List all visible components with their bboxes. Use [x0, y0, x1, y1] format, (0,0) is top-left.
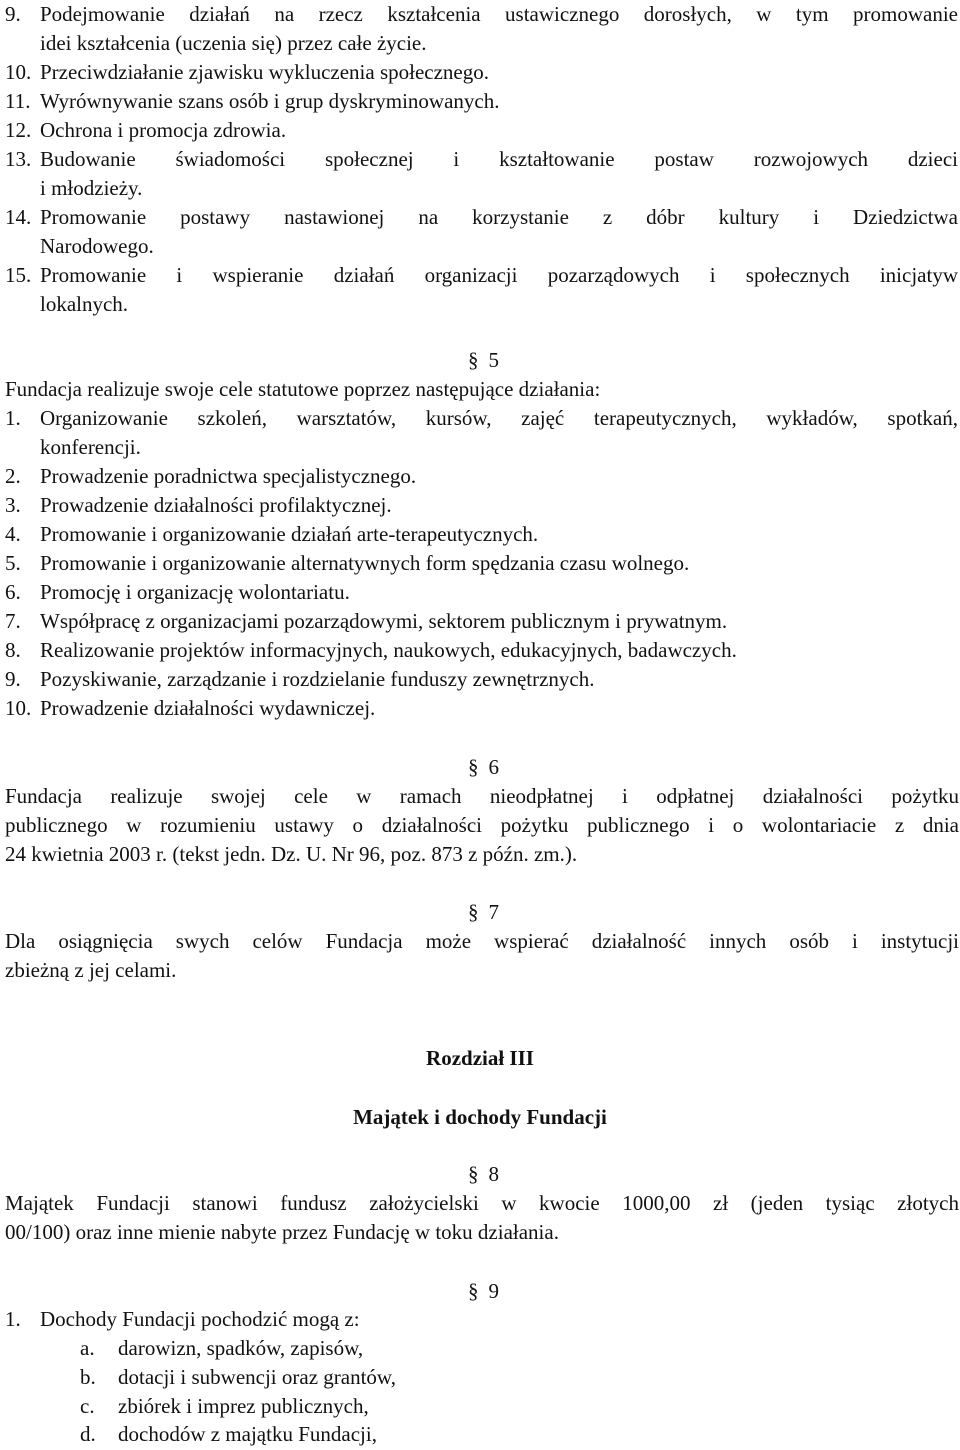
list-item-number: 9. [5, 2, 21, 26]
list-item-text: Promowanie i organizowanie alternatywnych form spędzania czasu wolnego. [40, 551, 690, 575]
section-heading-8 [468, 1160, 499, 1189]
list-item-text: konferencji. [40, 435, 141, 459]
list-item-text: Narodowego. [40, 234, 154, 258]
list-item-text: Budowanie świadomości społecznej i kształtowanie postaw rozwojowych dzieci [40, 147, 958, 171]
list-item-number: 10. [5, 60, 32, 84]
section-symbol: § [468, 348, 479, 372]
list-item-number: 13. [5, 147, 32, 171]
list-item-number: 14. [5, 205, 32, 229]
list-item-text: Współpracę z organizacjami pozarządowymi, sektorem publicznym i prywatnym. [40, 609, 728, 633]
list-item-text: Realizowanie projektów informacyjnych, naukowych, edukacyjnych, badawczych. [40, 638, 737, 662]
section-symbol: § [468, 900, 479, 924]
list-item-text: Ochrona i promocja zdrowia. [40, 118, 287, 142]
section-number: 6 [488, 755, 499, 779]
section-heading-9 [468, 1277, 499, 1306]
paragraph-line: Majątek Fundacji stanowi fundusz założycielski w kwocie 1000,00 zł (jeden tysiąc złotych [5, 1191, 959, 1215]
list-item-number: 5. [5, 551, 21, 575]
sublist-letter: d. [80, 1422, 96, 1446]
list-item-text: Promowanie postawy nastawionej na korzystanie z dóbr kultury i Dziedzictwa [40, 205, 958, 229]
list-item-number: 3. [5, 493, 21, 517]
list-item-text: Prowadzenie działalności wydawniczej. [40, 696, 376, 720]
list-item-text: Dochody Fundacji pochodzić mogą z: [40, 1307, 360, 1331]
list-item-text: Organizowanie szkoleń, warsztatów, kursów, zajęć terapeutycznych, wykładów, spotkań, [40, 406, 958, 430]
list-item-text: Prowadzenie poradnictwa specjalistycznego. [40, 464, 417, 488]
list-item-number: 1. [5, 406, 21, 430]
list-item-number: 15. [5, 263, 32, 287]
paragraph-line: 00/100) oraz inne mienie nabyte przez Fundację w toku działania. [5, 1220, 559, 1244]
section-number: 8 [488, 1162, 499, 1186]
section-number: 5 [488, 348, 499, 372]
list-item-number: 6. [5, 580, 21, 604]
list-item-text: Promowanie i organizowanie działań arte-terapeutycznych. [40, 522, 539, 546]
sublist-letter: c. [80, 1394, 95, 1418]
list-item-text: Pozyskiwanie, zarządzanie i rozdzielanie funduszy zewnętrznych. [40, 667, 595, 691]
chapter-title: Rozdział III [426, 1046, 534, 1070]
section-symbol: § [468, 1162, 479, 1186]
section-heading-5 [468, 346, 499, 375]
section-number: 9 [488, 1279, 499, 1303]
list-item-number: 7. [5, 609, 21, 633]
chapter-subtitle: Majątek i dochody Fundacji [353, 1105, 607, 1129]
list-item-text: Wyrównywanie szans osób i grup dyskryminowanych. [40, 89, 500, 113]
section-heading-6 [468, 753, 499, 782]
paragraph-line: Dla osiągnięcia swych celów Fundacja może wspierać działalność innych osób i instytucji [5, 929, 959, 953]
list-item-number: 2. [5, 464, 21, 488]
sublist-text: zbiórek i imprez publicznych, [118, 1394, 369, 1418]
list-item-number: 4. [5, 522, 21, 546]
list-item-text: Podejmowanie działań na rzecz kształcenia ustawicznego dorosłych, w tym promowanie [40, 2, 958, 26]
list-item-text: idei kształcenia (uczenia się) przez całe życie. [40, 31, 427, 55]
list-item-text: lokalnych. [40, 292, 129, 316]
section-intro: Fundacja realizuje swoje cele statutowe poprzez następujące działania: [5, 377, 601, 401]
list-item-number: 12. [5, 118, 32, 142]
list-item-number: 10. [5, 696, 32, 720]
paragraph-line: publicznego w rozumieniu ustawy o działalności pożytku publicznego i o wolontariacie z dnia [5, 813, 959, 837]
list-item-number: 1. [5, 1307, 21, 1331]
sublist-text: darowizn, spadków, zapisów, [118, 1336, 364, 1360]
list-item-number: 11. [5, 89, 31, 113]
sublist-letter: b. [80, 1365, 96, 1389]
paragraph-line: Fundacja realizuje swojej cele w ramach nieodpłatnej i odpłatnej działalności pożytku [5, 784, 959, 808]
sublist-text: dochodów z majątku Fundacji, [118, 1422, 377, 1446]
list-item-text: Prowadzenie działalności profilaktycznej. [40, 493, 392, 517]
sublist-letter: a. [80, 1336, 95, 1360]
list-item-number: 8. [5, 638, 21, 662]
section-number: 7 [488, 900, 499, 924]
paragraph-line: 24 kwietnia 2003 r. (tekst jedn. Dz. U. Nr 96, poz. 873 z późn. zm.). [5, 842, 578, 866]
list-item-text: Promocję i organizację wolontariatu. [40, 580, 350, 604]
list-item-text: i młodzieży. [40, 176, 143, 200]
section-symbol: § [468, 1279, 479, 1303]
list-item-text: Przeciwdziałanie zjawisku wykluczenia społecznego. [40, 60, 489, 84]
list-item-text: Promowanie i wspieranie działań organizacji pozarządowych i społecznych inicjatyw [40, 263, 958, 287]
paragraph-line: zbieżną z jej celami. [5, 958, 177, 982]
sublist-text: dotacji i subwencji oraz grantów, [118, 1365, 396, 1389]
section-heading-7 [468, 898, 499, 927]
list-item-number: 9. [5, 667, 21, 691]
section-symbol: § [468, 755, 479, 779]
